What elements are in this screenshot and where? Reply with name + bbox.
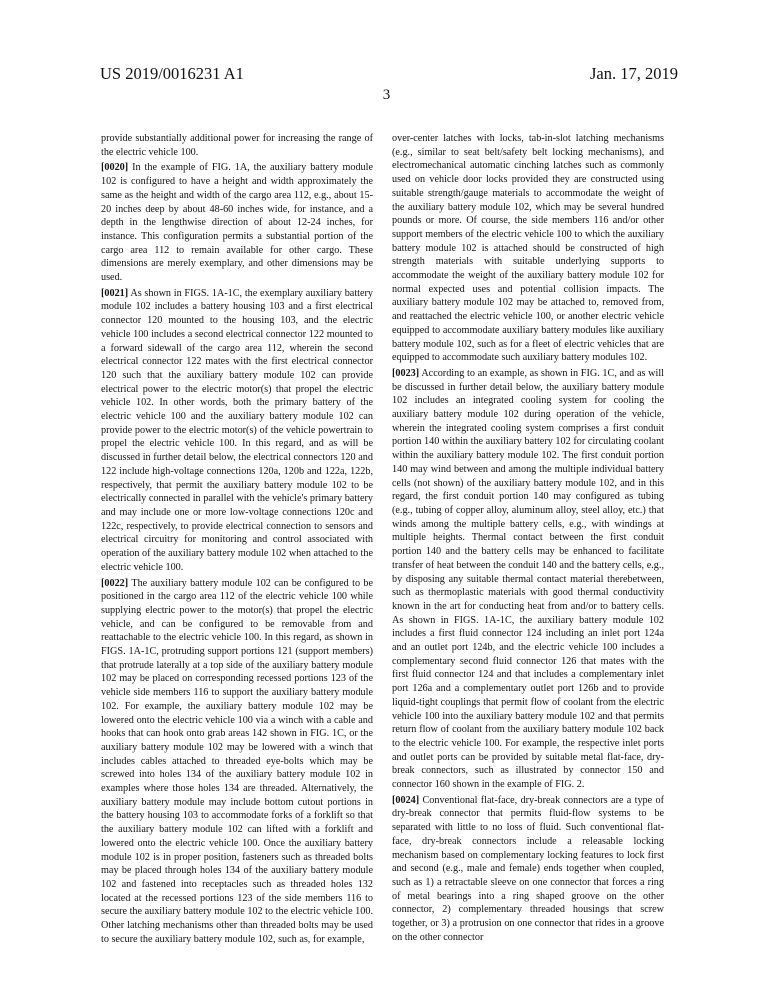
paragraph-text: The auxiliary battery module 102 can be configured to be positioned in the cargo area 112 of the electric vehicle 100 while supplying electric power to the motor(s) that propel the electric vehicle, and can be configured to be removable from and reattachable to the electric vehicle 100. In this regard, as shown in FIGS. 1A-1C, protruding support portions 121 (support members) that protrude laterally at a top side of the auxiliary battery module 102 may be placed on corresponding recessed portions 123 of the vehicle side members 116 to support the auxiliary battery module 102. For example, the auxiliary battery module 102 may be lowered onto the electric vehicle 100 via a winch with a cable and hooks that can hook onto grab areas 142 shown in FIG. 1C, or the auxiliary battery module 102 may be lowered with a winch that includes cables attached to threaded eye-bolts which may be screwed into holes 134 of the auxiliary battery module 102 in examples where those holes 134 are threaded. Alternatively, the auxiliary battery module may include bottom cutout portions in the battery housing 103 to accommodate forks of a forklift so that the auxiliary battery module 102 can lifted with a forklift and lowered onto the electric vehicle 100. Once the auxiliary battery module 102 is in proper position, fasteners such as threaded bolts may be placed through holes 134 of the auxiliary battery module 102 and fastened into receptacles such as threaded holes 132 located at the recessed portions 123 of the side members 116 to secure the auxiliary battery module 102 to the electric vehicle 100. Other latching mechanisms other than threaded bolts may be used to secure the auxiliary battery module 102, such as, for example, — [101, 577, 373, 945]
publication-number: US 2019/0016231 A1 — [100, 64, 244, 83]
paragraph-0021 — [101, 287, 373, 575]
paragraph-number: [0021] — [101, 287, 129, 299]
paragraph-text: According to an example, as shown in FIG. 1C, and as will be discussed in further detail below, the auxiliary battery module 102 includes an integrated cooling system for cooling the auxiliary battery module 102 during operation of the vehicle, wherein the integrated cooling system comprises a first conduit portion 140 within the auxiliary battery 102 for circulating coolant within the auxiliary battery module 102. The first conduit portion 140 may wind between and among the multiple individual battery cells (not shown) of the auxiliary battery module 102, and in this regard, the first conduit portion 140 may configured as tubing (e.g., tubing of copper alloy, aluminum alloy, steel alloy, etc.) that winds among the multiple battery cells, e.g., with windings at multiple heights. Thermal contact between the first conduit portion 140 and the battery cells may be enhanced to facilitate transfer of heat between the conduit 140 and the battery cells, e.g., by disposing any suitable thermal contact material therebetween, such as thermoplastic materials with good thermal conductivity known in the art for conducting heat from and/or to battery cells. As shown in FIGS. 1A-1C, the auxiliary battery module 102 includes a first fluid connector 124 including an inlet port 124a and an outlet port 124b, and the electric vehicle 100 includes a complementary second fluid connector 126 that mates with the first fluid connector 124 and that includes a complementary inlet port 126a and a complementary outlet port 126b and to provide liquid-tight couplings that permit flow of coolant from the electric vehicle 100 into the auxiliary battery module 102 and that permits return flow of coolant from the auxiliary battery module 102 back to the electric vehicle 100. For example, the respective inlet ports and outlet ports can be provided by suitable metal flat-face, dry-break connectors, such as illustrated by connector 150 and connector 160 shown in the example of FIG. 2. — [392, 367, 664, 791]
left-text-column — [101, 132, 373, 948]
page-number: 3 — [382, 87, 391, 103]
paragraph-number: [0023] — [392, 367, 420, 379]
publication-date: Jan. 17, 2019 — [590, 64, 678, 83]
paragraph — [392, 132, 664, 365]
paragraph-number: [0024] — [392, 794, 420, 806]
right-text-column — [392, 132, 664, 946]
paragraph-0020 — [101, 161, 373, 284]
paragraph-text: over-center latches with locks, tab-in-slot latching mechanisms (e.g., similar to seat belt/safety belt locking mechanisms), and electromechanical automatic cinching latches such as commonly used on vehicle door locks provided they are constructed using suitable strength/gauge materials to accommodate the weight of the auxiliary battery module 102, which may be several hundred pounds or more. Of course, the side members 116 and/or other support members of the electric vehicle 100 to which the auxiliary battery module 102 is attached should be constructed of high strength materials with suitable underlying supports to accommodate the weight of the auxiliary battery module 102 for normal expected uses and potential collision impacts. The auxiliary battery module 102 may be attached to, removed from, and reattached the electric vehicle 100, or another electric vehicle equipped to accommodate auxiliary battery modules like auxiliary battery module 102, such as for a fleet of electric vehicles that are equipped to accommodate such auxiliary battery modules 102. — [392, 133, 664, 364]
paragraph — [101, 132, 373, 159]
paragraph-0022 — [101, 577, 373, 947]
paragraph-0023 — [392, 367, 664, 792]
paragraph-0024 — [392, 794, 664, 945]
paragraph-text: In the example of FIG. 1A, the auxiliary battery module 102 is configured to have a height and width approximately the same as the height and width of the cargo area 112, e.g., about 15-20 inches deep by about 48-60 inches wide, for instance, and a depth in the lengthwise direction of about 12-24 inches, for instance. This configuration permits a substantial portion of the cargo area 112 to remain available for other cargo. These dimensions are merely exemplary, and other dimensions may be used. — [101, 162, 374, 284]
paragraph-text: provide substantially additional power for increasing the range of the electric vehicle 100. — [101, 133, 373, 158]
paragraph-text: As shown in FIGS. 1A-1C, the exemplary auxiliary battery module 102 includes a battery housing 103 and a first electrical connector 120 mounted to the housing 103, and the electric vehicle 100 includes a second electrical connector 122 mounted to a forward sidewall of the cargo area 112, wherein the second electrical connector 122 mates with the first electrical connector 120 such that the auxiliary battery module 102 can provide electrical power to the electric motor(s) that propel the electric vehicle 102. In other words, both the primary battery of the electric vehicle 100 and the auxiliary battery module 102 can provide power to the electric motor(s) of the vehicle powertrain to propel the electric vehicle 100. In this regard, and as will be discussed in further detail below, the electrical connectors 120 and 122 include high-voltage connections 120a, 120b and 122a, 122b, respectively, that permit the auxiliary battery module 102 to be electrically connected in parallel with the vehicle's primary battery and may include one or more low-voltage connections 120c and 122c, respectively, to provide electrical connection to sensors and electrical circuitry for monitoring and control associated with operation of the auxiliary battery module 102 when attached to the electric vehicle 100. — [101, 287, 373, 573]
paragraph-number: [0020] — [101, 162, 129, 174]
paragraph-number: [0022] — [101, 577, 129, 589]
paragraph-text: Conventional flat-face, dry-break connectors are a type of dry-break connector that permits fluid-flow systems to be separated with little to no loss of fluid. Such conventional flat-face, dry-break connectors include a releasable locking mechanism based on complementary locking features to lock first and second (e.g., male and female) ends together when coupled, such as 1) a retractable sleeve on one connector that forces a ring of metal bearings into a ring shaped groove on the other connector, 2) complementary threaded housings that screw together, or 3) a protrusion on one connector that rides in a groove on the other connector — [392, 794, 664, 943]
